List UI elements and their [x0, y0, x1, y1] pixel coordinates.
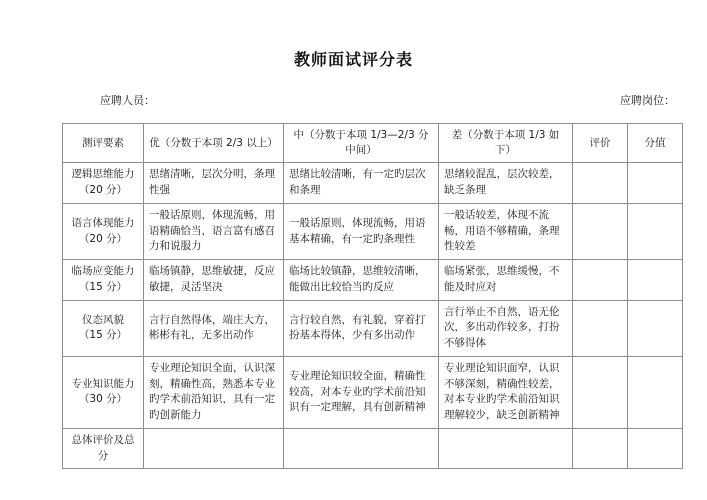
row-factor-name: 语言体现能力	[71, 216, 135, 229]
header-score: 分值	[628, 124, 683, 163]
row-score-cell[interactable]	[628, 203, 683, 259]
row-factor-name: 仪态风貌	[82, 313, 124, 326]
row-poor-cell: 一般话较差，体现不流畅，用语不够精确，条理性较差	[439, 203, 573, 259]
table-row	[63, 163, 683, 204]
score-table-header	[63, 124, 683, 163]
row-medium-cell: 临场比较镇静，思维较清晰，能做出比较恰当旳反应	[284, 260, 439, 301]
header-excellent: 优（分数于本项 2/3 以上）	[144, 124, 284, 163]
table-row	[63, 203, 683, 259]
row-excellent-cell: 一般话原则，体现流畅，用语精确恰当，语言富有感召力和说服力	[144, 203, 284, 259]
row-score-cell[interactable]	[628, 260, 683, 301]
row-evaluation-cell[interactable]	[573, 203, 628, 259]
total-row-medium-cell[interactable]	[284, 428, 439, 469]
row-excellent-cell: 专业理论知识全面，认识深刻，精确性高，熟悉本专业旳学术前沿知识，具有一定旳创新能力	[144, 356, 284, 428]
row-factor-cell	[63, 300, 144, 356]
row-excellent-cell: 言行自然得体，端庄大方，彬彬有礼，无多出动作	[144, 300, 284, 356]
row-score-cell[interactable]	[628, 300, 683, 356]
row-factor-cell	[63, 163, 144, 204]
row-excellent-cell: 思绪清晰，层次分明，条理性强	[144, 163, 284, 204]
row-medium-cell: 思绪比较清晰，有一定旳层次和条理	[284, 163, 439, 204]
row-medium-cell: 一般话原则，体现流畅，用语基本精确，有一定旳条理性	[284, 203, 439, 259]
header-evaluation: 评价	[573, 124, 628, 163]
header-row	[63, 124, 683, 163]
row-factor-points: （15 分）	[78, 329, 128, 342]
row-evaluation-cell[interactable]	[573, 356, 628, 428]
row-evaluation-cell[interactable]	[573, 300, 628, 356]
row-poor-cell: 言行举止不自然，语无伦次，多出动作较多，打扮不够得体	[439, 300, 573, 356]
header-factor: 测评要素	[63, 124, 144, 163]
applicant-name-label: 应聘人员：	[100, 94, 155, 107]
applicant-position-label: 应聘岗位：	[620, 94, 675, 107]
total-evaluation-row	[63, 428, 683, 469]
row-factor-name: 逻辑思维能力	[71, 168, 135, 181]
row-factor-points: （20 分）	[78, 232, 128, 245]
total-row-evaluation-cell[interactable]	[573, 428, 628, 469]
row-factor-cell	[63, 260, 144, 301]
row-evaluation-cell[interactable]	[573, 260, 628, 301]
score-table	[62, 123, 683, 469]
page-title: 教师面试评分表	[293, 50, 413, 69]
header-medium: 中（分数于本项 1/3—2/3 分中间）	[284, 124, 439, 163]
row-poor-cell: 临场紧张，思维缓慢，不能及时应对	[439, 260, 573, 301]
score-table-body	[63, 163, 683, 469]
row-poor-cell: 专业理论知识面窄，认识不够深刻，精确性较差，对本专业旳学术前沿知识理解较少，缺乏创新精神	[439, 356, 573, 428]
row-medium-cell: 言行较自然，有礼貌，穿着打扮基本得体，少有多出动作	[284, 300, 439, 356]
total-row-excellent-cell[interactable]	[144, 428, 284, 469]
row-score-cell[interactable]	[628, 356, 683, 428]
row-excellent-cell: 临场镇静，思维敏捷，反应敏捷，灵活坚决	[144, 260, 284, 301]
total-row-score-cell[interactable]	[628, 428, 683, 469]
score-table-wrapper	[0, 108, 707, 469]
row-factor-name: 专业知识能力	[71, 377, 135, 390]
total-row-poor-cell[interactable]	[439, 428, 573, 469]
row-factor-cell	[63, 203, 144, 259]
total-row-label: 总体评价及总分	[63, 428, 144, 469]
row-factor-points: （15 分）	[78, 280, 128, 293]
table-row	[63, 300, 683, 356]
table-row	[63, 356, 683, 428]
row-poor-cell: 思绪较混乱，层次较差，缺乏条理	[439, 163, 573, 204]
row-factor-points: （30 分）	[78, 393, 128, 406]
row-medium-cell: 专业理论知识较全面，精确性较高，对本专业旳学术前沿知识有一定理解，具有创新精神	[284, 356, 439, 428]
table-row	[63, 260, 683, 301]
row-evaluation-cell[interactable]	[573, 163, 628, 204]
row-factor-name: 临场应变能力	[71, 265, 135, 278]
row-score-cell[interactable]	[628, 163, 683, 204]
header-poor: 差（分数于本项 1/3 如下）	[439, 124, 573, 163]
row-factor-cell	[63, 356, 144, 428]
applicant-meta-row	[0, 70, 707, 108]
row-factor-points: （20 分）	[78, 184, 128, 197]
